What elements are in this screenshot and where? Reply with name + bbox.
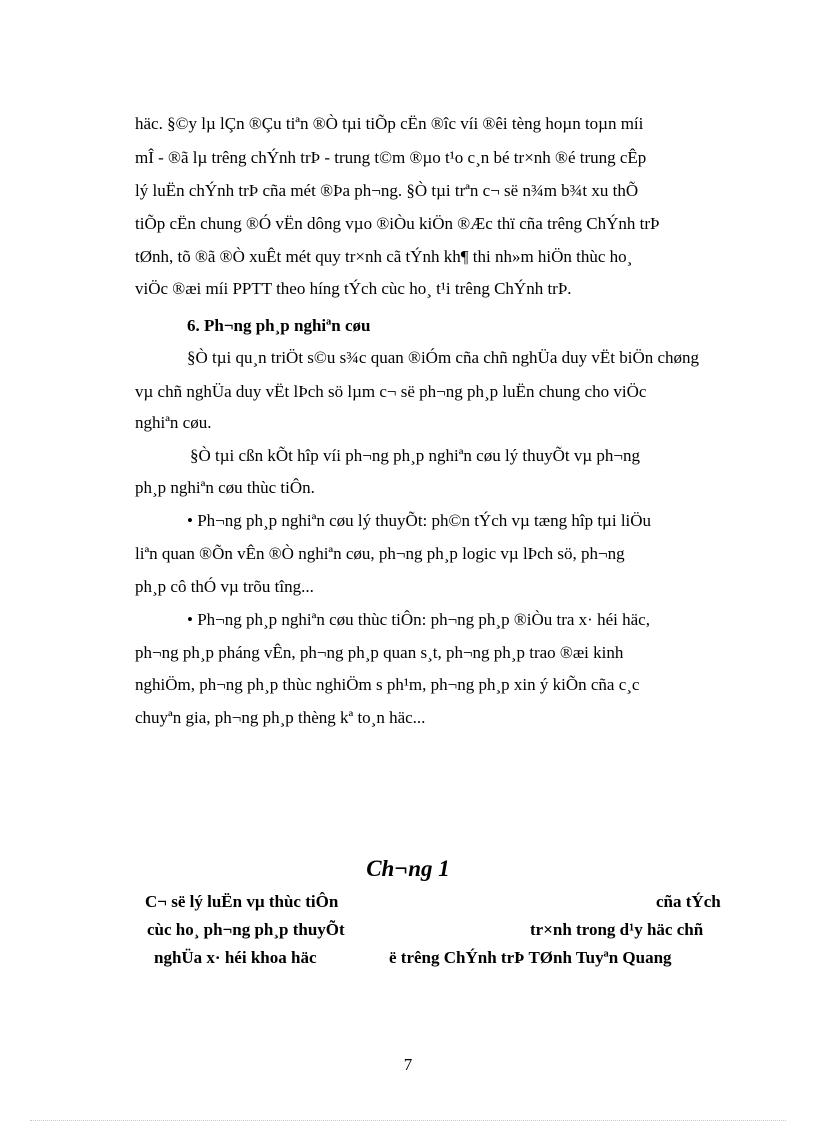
section-heading: 6. Ph¬ng ph¸p nghiªn cøu: [187, 316, 371, 335]
bullet2-line-4: chuyªn gia, ph¬ng ph¸p thèng kª to¸n häc...: [135, 708, 426, 727]
bullet-text: Ph¬ng ph¸p nghiªn cøu lý thuyÕt: ph©n tÝch vµ tæng hîp tµi liÖu: [197, 511, 652, 530]
p1-line-2: mÎ - ®ã lµ trêng chÝnh trÞ - trung t©m ®µo t¹o c¸n bé tr×nh ®é trung cÊp: [135, 148, 647, 167]
p2-line-3: nghiªn cøu.: [135, 413, 212, 432]
chapter-subtitle-line-3-left: nghÜa x· héi khoa häc: [154, 948, 317, 967]
p3-line-2: ph¸p nghiªn cøu thùc tiÔn.: [135, 478, 315, 497]
chapter-subtitle-line-2-right: tr×nh trong d¹y häc chñ: [530, 920, 704, 939]
bullet2-line-3: nghiÖm, ph¬ng ph¸p thùc nghiÖm s ph¹m, ph¬ng ph¸p xin ý kiÕn cña c¸c: [135, 675, 640, 694]
bullet1-line-2: liªn quan ®Õn vÊn ®Ò nghiªn cøu, ph¬ng ph¸p logic vµ lÞch sö, ph¬ng: [135, 544, 625, 563]
p3-line-1: §Ò tµi cßn kÕt hîp víi ph¬ng ph¸p nghiªn cøu lý thuyÕt vµ ph¬ng: [190, 446, 641, 465]
page-number: 7: [403, 1055, 413, 1074]
bullet1-line-3: ph¸p cô thÓ vµ trõu tîng...: [135, 577, 314, 596]
p1-line-5: tØnh, tõ ®ã ®Ò xuÊt mét quy tr×nh cã tÝnh kh¶ thi nh»m hiÖn thùc ho¸: [135, 247, 633, 266]
bullet-text: Ph¬ng ph¸p nghiªn cøu thùc tiÔn: ph¬ng ph¸p ®iÒu tra x· héi häc,: [197, 610, 650, 629]
chapter-subtitle-line-1-left: C¬ së lý luËn vµ thùc tiÔn: [145, 892, 339, 911]
p1-line-3: lý luËn chÝnh trÞ cña mét ®Þa ph¬ng. §Ò tµi trªn c¬ së n¾m b¾t xu thÕ: [135, 181, 639, 200]
bullet-item-theory: [187, 511, 651, 531]
bullet-icon: •: [187, 511, 193, 530]
bullet-icon: •: [187, 610, 193, 629]
chapter-subtitle-line-2-left: cùc ho¸ ph¬ng ph¸p thuyÕt: [147, 920, 345, 939]
p1-line-1: häc. §©y lµ lÇn ®Çu tiªn ®Ò tµi tiÕp cËn ®îc víi ®êi tèng hoµn toµn míi: [135, 114, 644, 133]
chapter-subtitle-line-3-right: ë trêng ChÝnh trÞ TØnh Tuyªn Quang: [389, 948, 672, 967]
page-bottom-rule: [30, 1120, 786, 1121]
chapter-subtitle-line-1-right: cña tÝch: [656, 892, 721, 911]
p2-line-2: vµ chñ nghÜa duy vËt lÞch sö lµm c¬ së ph¬ng ph¸p luËn chung cho viÖc: [135, 382, 647, 401]
bullet2-line-2: ph¬ng ph¸p pháng vÊn, ph¬ng ph¸p quan s¸t, ph¬ng ph¸p trao ®æi kinh: [135, 643, 624, 662]
chapter-title: Ch¬ng 1: [366, 856, 450, 881]
bullet-item-practice: [187, 610, 650, 630]
p1-line-6: viÖc ®æi míi PPTT theo híng tÝch cùc ho¸ t¹i trêng ChÝnh trÞ.: [135, 279, 572, 298]
p2-line-1: §Ò tµi qu¸n triÖt s©u s¾c quan ®iÓm cña chñ nghÜa duy vËt biÖn chøng: [187, 348, 700, 367]
p1-line-4: tiÕp cËn chung ®Ó vËn dông vµo ®iÒu kiÖn ®Æc thï cña trêng ChÝnh trÞ: [135, 214, 660, 233]
